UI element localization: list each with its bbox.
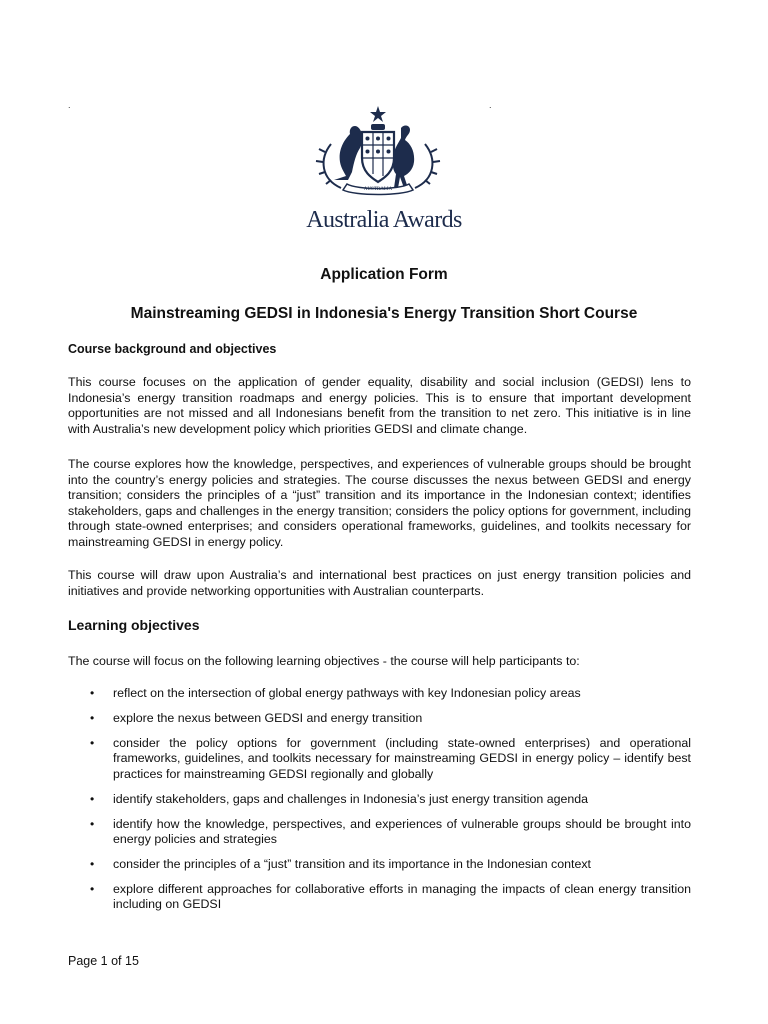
stray-mark-right: . — [489, 100, 492, 110]
objective-text: reflect on the intersection of global energy pathways with key Indonesian policy areas — [113, 686, 581, 700]
bullet-icon: • — [90, 856, 95, 871]
background-paragraph: This course focuses on the application of gender equality, disability and social inclusion (GEDSI) lens to Indonesia’s energy transition roadmaps and energy policies. This is to ensure that important development opportunities are not missed and all Indonesians benefit from the transition to net zero. This initiative is in line with Australia’s new development policy which priorities GEDSI and climate change. — [68, 375, 691, 436]
page-title: Application Form — [320, 266, 448, 283]
list-item — [68, 882, 691, 913]
list-item — [68, 711, 691, 727]
list-item — [68, 792, 691, 808]
crest-scroll-label: AUSTRALIA — [363, 187, 393, 192]
objectives-list — [68, 686, 691, 922]
objective-text: consider the principles of a “just” transition and its importance in the Indonesian context — [113, 856, 591, 871]
objective-text: explore different approaches for collaborative efforts in managing the impacts of clean energy transition including on GEDSI — [113, 881, 691, 912]
learning-intro: The course will focus on the following learning objectives - the course will help participants to: — [68, 654, 580, 668]
objective-text: identify stakeholders, gaps and challenges in Indonesia’s just energy transition agenda — [113, 791, 589, 806]
list-item — [68, 817, 691, 848]
list-item — [68, 857, 691, 873]
section-heading-background: Course background and objectives — [68, 342, 277, 356]
objective-text: explore the nexus between GEDSI and energy transition — [113, 710, 423, 725]
bullet-icon: • — [90, 686, 95, 700]
stray-mark-left: . — [68, 100, 71, 110]
coat-of-arms-icon — [311, 104, 445, 196]
bullet-icon: • — [90, 881, 95, 896]
bullet-icon: • — [90, 735, 95, 750]
brand-wordmark: Australia Awards — [306, 207, 462, 233]
bullet-icon: • — [90, 791, 95, 806]
objective-text: identify how the knowledge, perspectives, and experiences of vulnerable groups should be brought into energy policies and strategies — [113, 816, 691, 847]
course-title: Mainstreaming GEDSI in Indonesia's Energy Transition Short Course — [130, 305, 638, 322]
background-paragraph: The course explores how the knowledge, perspectives, and experiences of vulnerable groups should be brought into the country’s energy policies and strategies. The course discusses the nexus between GEDSI and energy transition; considers the principles of a “just” transition and its importance in the Indonesian context; identifies stakeholders, gaps and challenges in the energy transition; considers the policy options for government, including through state-owned enterprises; and considers operational frameworks, guidelines, and toolkits necessary for mainstreaming GEDSI in energy policy. — [68, 457, 691, 549]
page-number: Page 1 of 15 — [68, 954, 139, 968]
objective-text: consider the policy options for government (including state-owned enterprises) and operational frameworks, guidelines, and toolkits necessary for mainstreaming GEDSI in energy policy – identify best practices for mainstreaming GEDSI regionally and globally — [113, 735, 691, 781]
list-item — [68, 736, 691, 783]
bullet-icon: • — [90, 710, 95, 725]
list-item — [68, 686, 691, 702]
background-paragraph: This course will draw upon Australia’s and international best practices on just energy transition policies and initiatives and provide networking opportunities with Australian counterparts. — [68, 568, 691, 598]
section-heading-learning: Learning objectives — [68, 617, 200, 633]
bullet-icon: • — [90, 816, 95, 831]
